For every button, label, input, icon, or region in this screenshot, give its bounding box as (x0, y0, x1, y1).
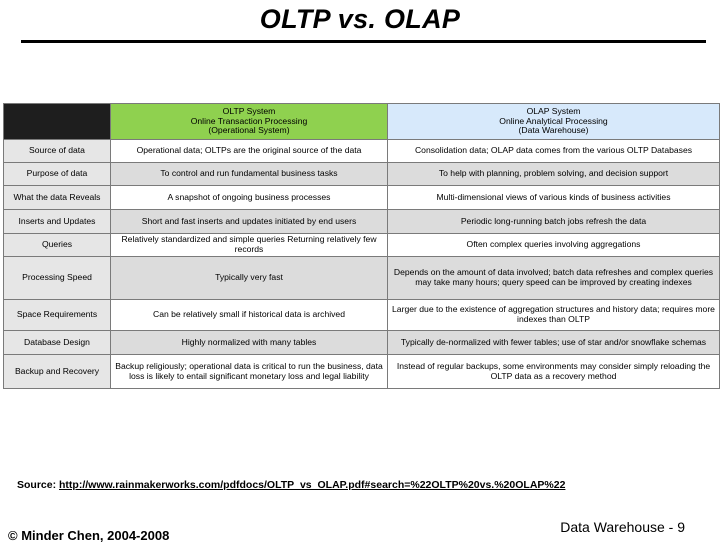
row-label: Inserts and Updates (4, 210, 111, 234)
oltp-header (111, 104, 388, 140)
olap-header-line: OLAP System (526, 106, 581, 117)
oltp-header-line: Online Transaction Processing (190, 115, 308, 126)
comparison-table (3, 103, 720, 389)
table-row (4, 234, 720, 257)
oltp-cell: Relatively standardized and simple queries Returning relatively few records (111, 234, 388, 257)
oltp-cell: A snapshot of ongoing business processes (111, 186, 388, 210)
table-row (4, 257, 720, 300)
oltp-cell: Can be relatively small if historical data is archived (111, 300, 388, 331)
source-prefix: Source: (17, 479, 60, 491)
table-row (4, 210, 720, 234)
row-label: Source of data (4, 140, 111, 163)
olap-cell: Consolidation data; OLAP data comes from the various OLTP Databases (388, 140, 720, 163)
oltp-cell: Operational data; OLTPs are the original source of the data (111, 140, 388, 163)
table-row (4, 140, 720, 163)
olap-cell: To help with planning, problem solving, and decision support (388, 163, 720, 186)
row-label: Backup and Recovery (4, 355, 111, 389)
oltp-header-line: (Operational System) (208, 125, 290, 136)
row-label: Processing Speed (4, 257, 111, 300)
table-row (4, 355, 720, 389)
olap-header-line: Online Analytical Processing (499, 115, 608, 126)
oltp-cell: Highly normalized with many tables (111, 331, 388, 355)
olap-cell: Instead of regular backups, some environments may consider simply reloading the OLTP data as a recovery method (388, 355, 720, 389)
source-citation (17, 479, 565, 491)
slide-title: OLTP vs. OLAP (259, 4, 461, 34)
olap-header (388, 104, 720, 140)
olap-cell: Multi-dimensional views of various kinds of business activities (388, 186, 720, 210)
table-header-row (4, 104, 720, 140)
oltp-cell: Short and fast inserts and updates initiated by end users (111, 210, 388, 234)
oltp-cell: Typically very fast (111, 257, 388, 300)
row-label: Purpose of data (4, 163, 111, 186)
row-label: Database Design (4, 331, 111, 355)
row-label: What the data Reveals (4, 186, 111, 210)
copyright-text: © Minder Chen, 2004-2008 (8, 528, 170, 543)
olap-cell: Periodic long-running batch jobs refresh the data (388, 210, 720, 234)
header-corner-cell (4, 104, 111, 140)
row-label: Space Requirements (4, 300, 111, 331)
oltp-cell: Backup religiously; operational data is critical to run the business, data loss is likely to entail significant monetary loss and legal liability (111, 355, 388, 389)
table-row (4, 331, 720, 355)
olap-cell: Typically de-normalized with fewer tables; use of star and/or snowflake schemas (388, 331, 720, 355)
table-row (4, 163, 720, 186)
olap-cell: Larger due to the existence of aggregation structures and history data; requires more indexes than OLTP (388, 300, 720, 331)
title-underline (21, 40, 706, 43)
olap-cell: Often complex queries involving aggregations (388, 234, 720, 257)
slide-number: Data Warehouse - 9 (560, 519, 685, 535)
table-row (4, 186, 720, 210)
row-label: Queries (4, 234, 111, 257)
olap-cell: Depends on the amount of data involved; batch data refreshes and complex queries may take many hours; query speed can be improved by creating indexes (388, 257, 720, 300)
oltp-cell: To control and run fundamental business tasks (111, 163, 388, 186)
table-row (4, 300, 720, 331)
oltp-header-line: OLTP System (222, 106, 276, 117)
source-link[interactable]: http://www.rainmakerworks.com/pdfdocs/OLTP_vs_OLAP.pdf#search=%22OLTP%20vs.%20OLAP%22 (59, 479, 566, 491)
olap-header-line: (Data Warehouse) (518, 125, 589, 136)
